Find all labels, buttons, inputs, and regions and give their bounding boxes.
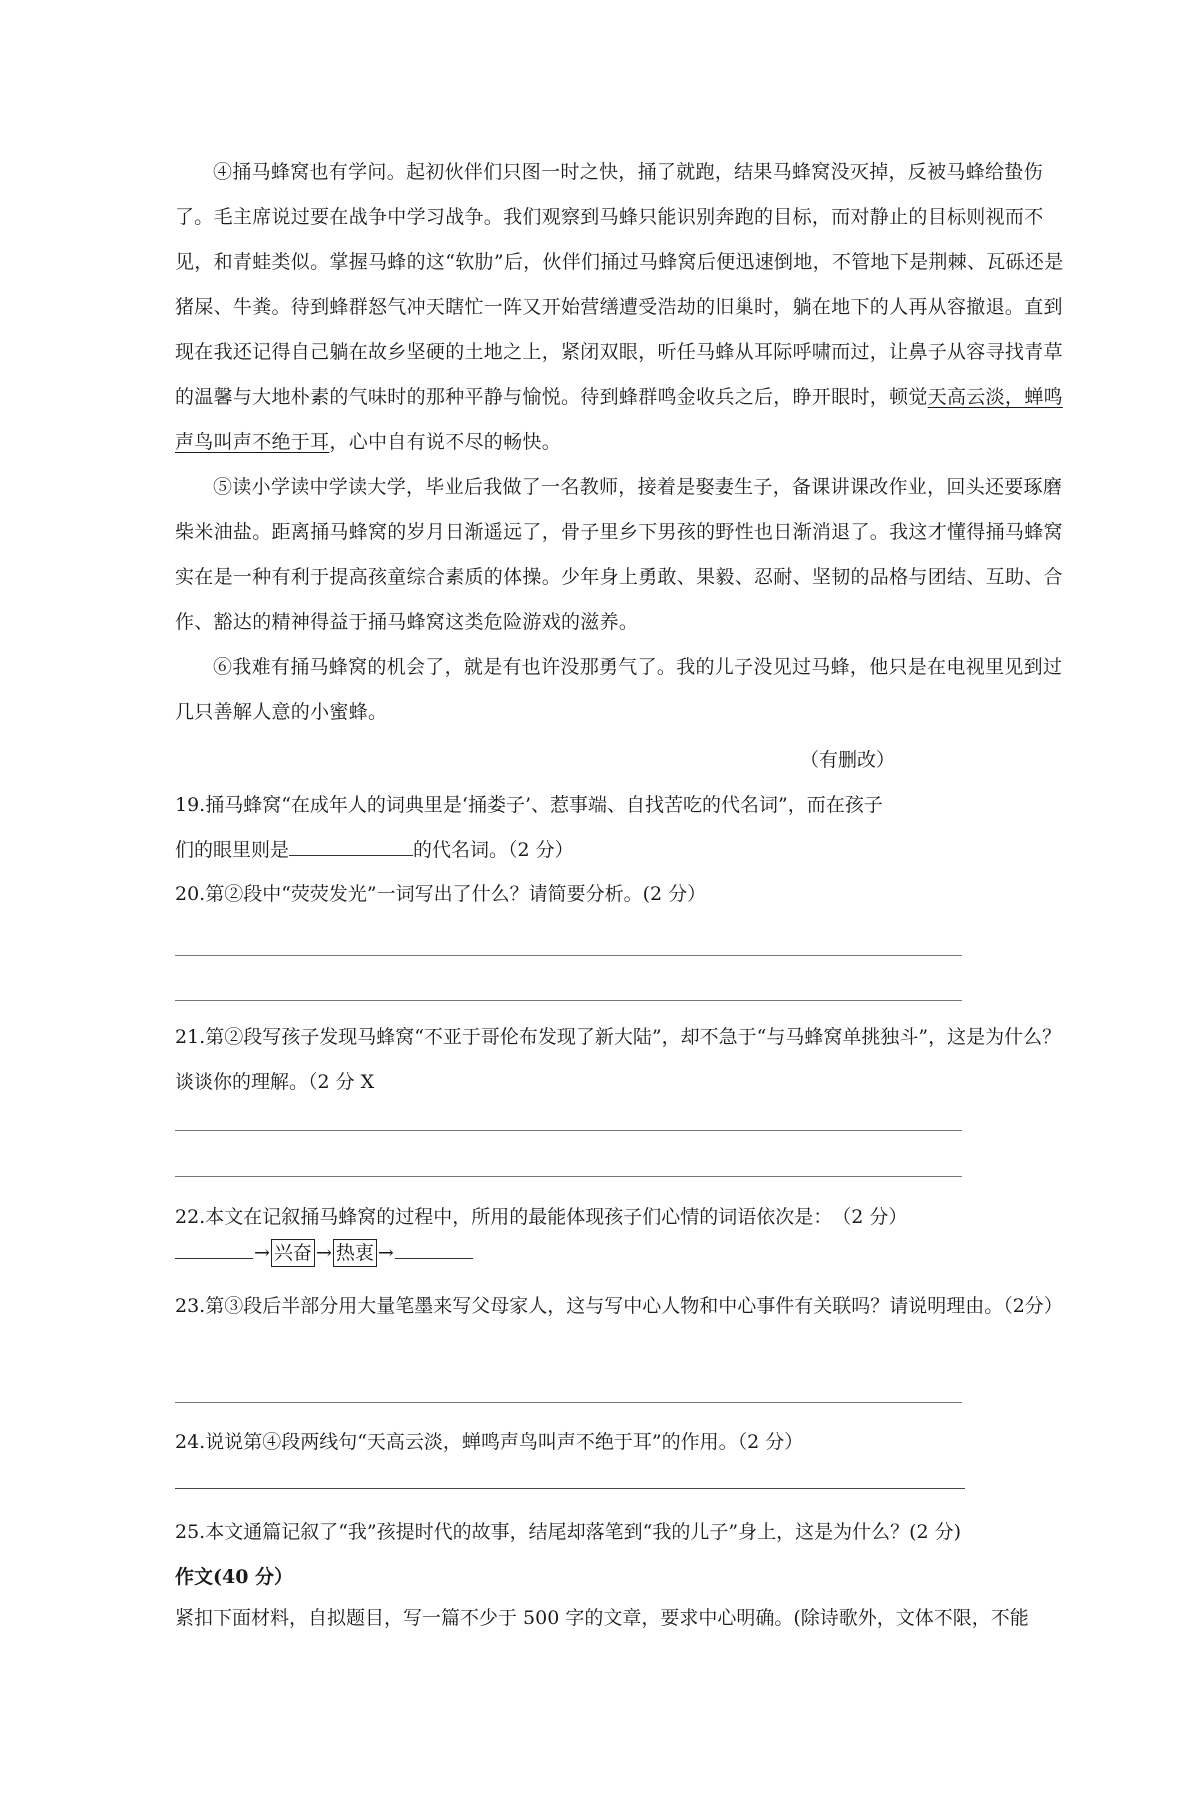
question-22: 22.本文在记叙捅马蜂窝的过程中，所用的最能体现孩子们心情的词语依次是： （2 分） [175,1206,908,1228]
para6-text: ⑥我难有捅马蜂窝的机会了，就是有也许没那勇气了。我的儿子没见过马蜂，他只是在电视里见到过几只善解人意的小蜜蜂。 [175,656,1063,723]
essay-prompt: 紧扣下面材料，自拟题目，写一篇不少于 500 字的文章，要求中心明确。(除诗歌外，文体不限，不能 [175,1607,1029,1629]
question-21: 21.第②段写孩子发现马蜂窝“不亚于哥伦布发现了新大陆”，却不急于“与马蜂窝单挑独斗”，这是为什么？谈谈你的理解。（2 分 X [175,1026,1062,1093]
q22-box-2: 热衷 [333,1239,377,1267]
q20-answer-line-2[interactable] [175,1000,962,1001]
q22-blank-1[interactable] [175,1240,253,1259]
arrow-icon: → [254,1242,270,1264]
q19-answer-blank[interactable] [289,837,413,856]
passage-paragraph-5 [175,465,1065,645]
question-24: 24.说说第④段两线句“天高云淡，蝉鸣声鸟叫声不绝于耳”的作用。（2 分） [175,1431,804,1453]
q22-answer-chain [175,1238,1075,1268]
q24-answer-line[interactable] [175,1488,965,1489]
q19-prefix: 们的眼里则是 [175,839,290,861]
question-19-line-1: 19.捅马蜂窝“在成年人的词典里是‘捅娄子’、惹事端、自找苦吃的代名词”，而在孩子 [175,794,883,816]
para4-text: ④捅马蜂窝也有学问。起初伙伴们只图一时之快，捅了就跑，结果马蜂窝没灭掉，反被马蜂给蛰伤了。毛主席说过要在战争中学习战争。我们观察到马蜂只能识别奔跑的目标，而对静止的目标则视而不见，和青蛙类似。掌握马蜂的这“软肋”后，伙伴们捅过马蜂窝后便迅速倒地，不管地下是荆棘、瓦砾还是猪屎、牛粪。待到蜂群怒气冲天瞎忙一阵又开始营缮遭受浩劫的旧巢时，躺在地下的人再从容撤退。直到现在我还记得自己躺在故乡坚硬的土地之上，紧闭双眼，听任马蜂从耳际呼啸而过，让鼻子从容寻找青草的温馨与大地朴素的气味时的那种平静与愉悦。待到蜂群鸣金收兵之后，睁开眼时，顿觉 [175,161,1064,408]
essay-title: 作文(40 分） [175,1566,294,1588]
para4-ending: ，心中自有说不尽的畅快。 [329,431,562,453]
question-25: 25.本文通篇记叙了“我”孩提时代的故事，结尾却落笔到“我的儿子”身上，这是为什么？(2 分) [175,1521,962,1543]
q21-answer-line-1[interactable] [175,1130,962,1131]
passage-paragraph-4 [175,150,1065,465]
passage-paragraph-6 [175,645,1065,735]
q23-answer-line[interactable] [175,1402,962,1403]
arrow-icon: → [377,1242,394,1264]
arrow-icon: → [315,1242,332,1264]
source-note: （有删改） [800,749,896,771]
q19-suffix: 的代名词。（2 分） [413,839,574,861]
para4-underlined-sentence: 天高云淡，蝉鸣声鸟叫声不绝于耳 [175,386,1063,453]
q22-box-1: 兴奋 [271,1239,315,1267]
question-23: 23.第③段后半部分用大量笔墨来写父母家人，这与写中心人物和中心事件有关联吗？请说明理由。（2分） [175,1295,1063,1317]
q20-answer-line-1[interactable] [175,955,962,956]
q22-blank-2[interactable] [395,1240,473,1259]
question-20: 20.第②段中“荧荧发光”一词写出了什么？请简要分析。(2 分） [175,883,707,905]
question-19-line-2 [175,828,1075,873]
para5-text: ⑤读小学读中学读大学，毕业后我做了一名教师，接着是娶妻生子，备课讲课改作业，回头还要琢磨柴米油盐。距离捅马蜂窝的岁月日渐遥远了，骨子里乡下男孩的野性也日渐消退了。我这才懂得捅马蜂窝实在是一种有利于提高孩童综合素质的体操。少年身上勇敢、果毅、忍耐、坚韧的品格与团结、互助、合作、豁达的精神得益于捅马蜂窝这类危险游戏的滋养。 [175,476,1063,633]
q21-answer-line-2[interactable] [175,1176,962,1177]
